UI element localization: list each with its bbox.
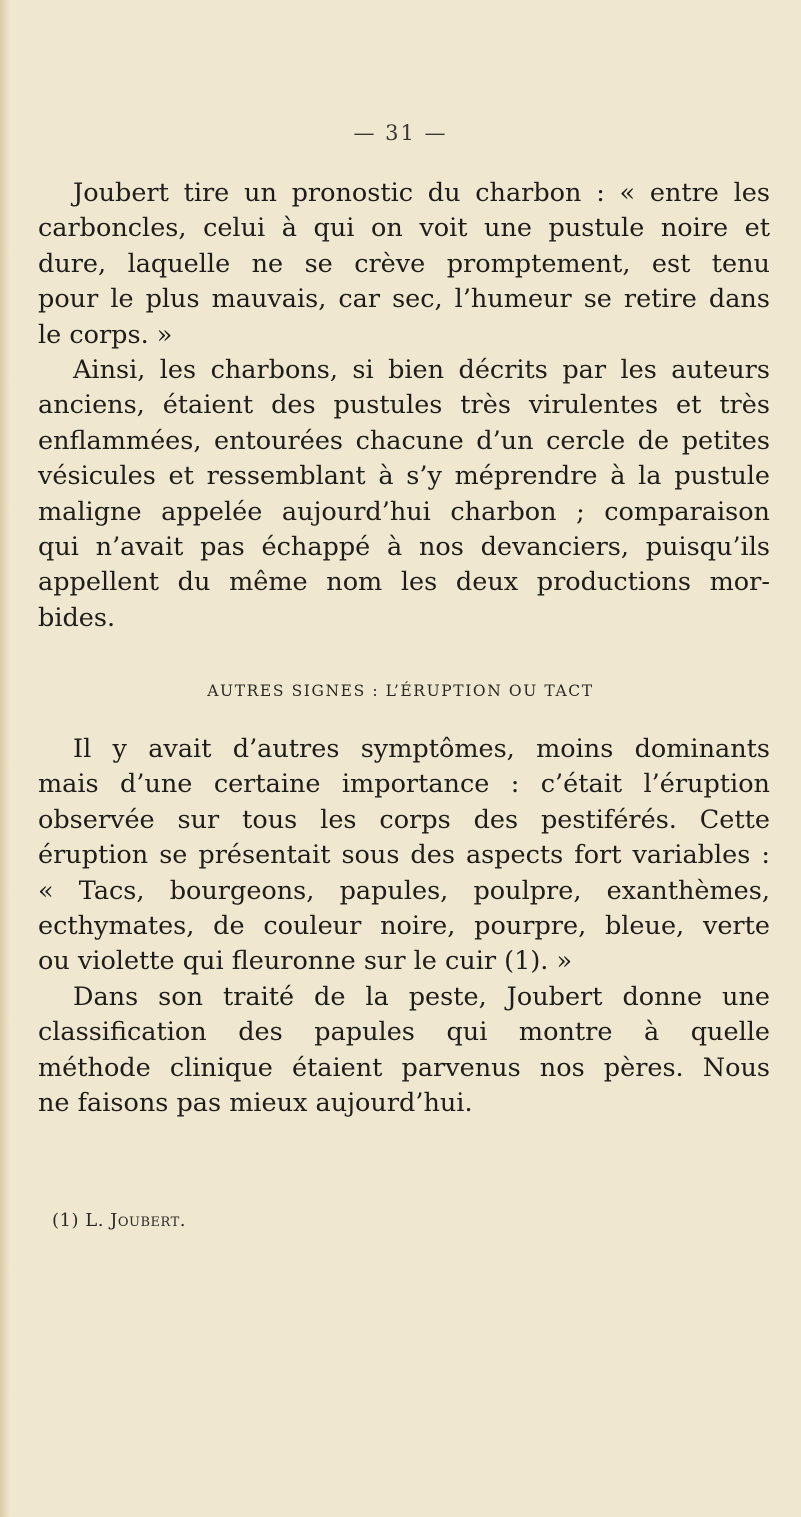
footnote <box>52 1210 186 1231</box>
footnote-author: L. Joubert. <box>85 1210 186 1231</box>
paragraph-4-line: méthode clinique étaient parvenus nos pères. Nous <box>38 1052 770 1083</box>
paragraph-3-line: « Tacs, bourgeons, papules, poulpre, exanthèmes, <box>38 875 770 906</box>
paragraph-2-line: Ainsi, les charbons, si bien décrits par les auteurs <box>73 354 770 385</box>
paragraph-4-line: ne faisons pas mieux aujourd’hui. <box>38 1087 473 1118</box>
paragraph-2-line: enflammées, entourées chacune d’un cercle de petites <box>38 425 770 456</box>
main-text-upper <box>38 176 770 636</box>
paragraph-1-line: dure, laquelle ne se crève promptement, est tenu <box>38 248 770 279</box>
paragraph-1-line: Joubert tire un pronostic du charbon : « entre les <box>73 178 770 208</box>
paragraph-3-line: mais d’une certaine importance : c’était l’éruption <box>38 769 770 800</box>
footnote-marker: (1) <box>52 1210 79 1231</box>
paragraph-2-line: qui n’avait pas échappé à nos devanciers, puisqu’ils <box>38 531 770 562</box>
paragraph-1-line: carboncles, celui à qui on voit une pustule noire et <box>38 213 770 244</box>
page-number: — 31 — <box>353 121 448 145</box>
paragraph-2-line: appellent du même nom les deux productions mor- <box>38 567 770 598</box>
paragraph-3-line: ou violette qui fleuronne sur le cuir (1). » <box>38 946 573 977</box>
section-heading: AUTRES SIGNES : L’ÉRUPTION OU TACT <box>207 682 594 700</box>
main-text-lower <box>38 732 770 1121</box>
paragraph-3-line: éruption se présentait sous des aspects fort variables : <box>38 840 770 871</box>
paragraph-2-line: bides. <box>38 602 116 633</box>
paragraph-1-line: le corps. » <box>38 319 173 350</box>
paragraph-2-line: anciens, étaient des pustules très virulentes et très <box>38 390 770 421</box>
paragraph-4-line: Dans son traité de la peste, Joubert donne une <box>73 981 770 1012</box>
paragraph-3-line: observée sur tous les corps des pestiférés. Cette <box>38 804 770 835</box>
paragraph-2-line: maligne appelée aujourd’hui charbon ; comparaison <box>38 496 770 527</box>
page-edge <box>0 0 10 1517</box>
paragraph-3-line: ecthymates, de couleur noire, pourpre, bleue, verte <box>38 910 770 941</box>
paragraph-2-line: vésicules et ressemblant à s’y méprendre à la pustule <box>38 461 770 492</box>
paragraph-3-line: Il y avait d’autres symptômes, moins dominants <box>73 734 770 764</box>
paragraph-1-line: pour le plus mauvais, car sec, l’humeur se retire dans <box>38 284 770 315</box>
paragraph-4-line: classification des papules qui montre à quelle <box>38 1017 770 1048</box>
